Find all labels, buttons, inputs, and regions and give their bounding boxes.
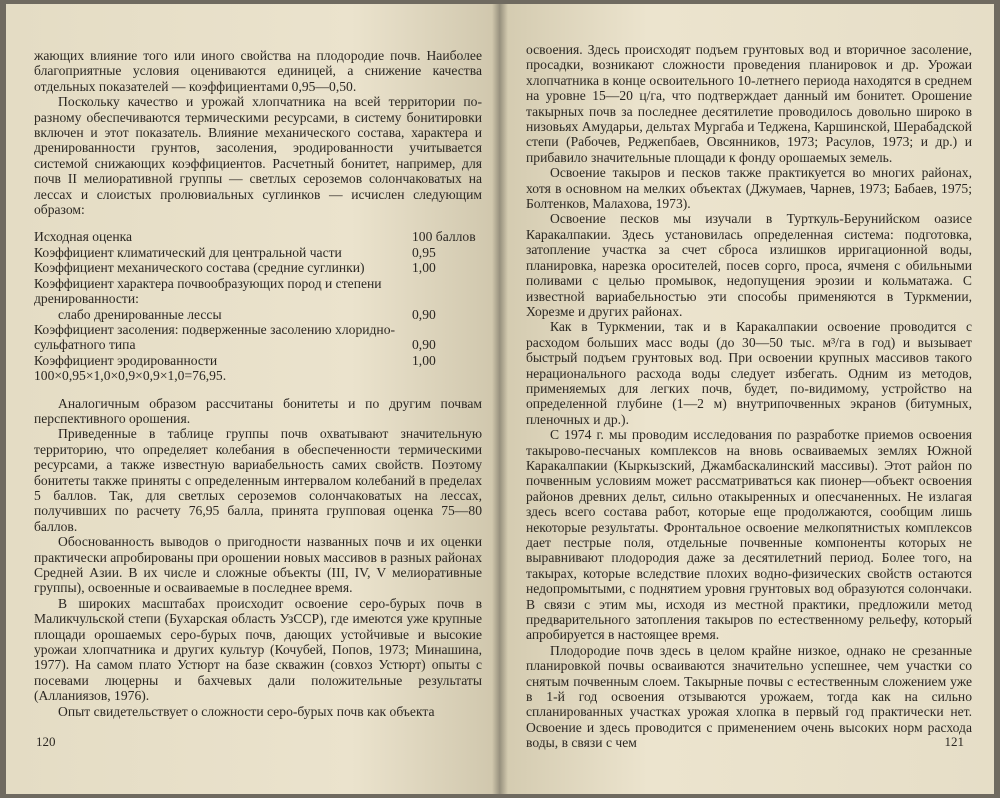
bonitet-calculation <box>34 229 482 383</box>
right-paragraph-6: Плодородие почв здесь в целом крайне низкое, однако не срезанные планировкой почвы осваиваются значительно успешнее, чем участки со снятым почвенным слоем. Такырные почвы с естественным сложением уже в 1-й год освоения отзываются урожаем, тогда как на сильно спланированных участках урожая хлопка в первый год практически нет. Освоение и здесь проводится с применением очень высоких норм расхода воды, в связи с чем <box>526 642 972 751</box>
calc-row: Исходная оценка 100 баллов <box>34 229 476 245</box>
left-page <box>6 4 500 794</box>
calc-row: Коэффициент характера почвообразующих пород и степени дренированности: <box>34 275 382 307</box>
page-number-left: 120 <box>36 734 56 749</box>
right-paragraph-1: освоения. Здесь происходят подъем грунтовых вод и вторичное засоление, просадки, возникают сложности проведения планировок и др. Урожаи хлопчатника в конце освоительного 10-летнего периода находятся в среднем на уровне 15—20 ц/га, что подтверждает данный им бонитет. Орошение такырных почв за последнее десятилетие проводилось довольно широко в низовьях Амударьи, дельтах Мургаба и Теджена, Каршинской, Шерабадской степи (Рабочев, Реджепбаев, Овсянников, 1973; Расулов, 1973; и др.) и прибавило значительные площади к фонду орошаемых земель. <box>526 42 972 165</box>
calc-row: Коэффициент эродированности 1,00 <box>34 352 436 368</box>
calc-formula: 100×0,95×1,0×0,9×0,9×1,0=76,95. <box>34 368 227 384</box>
calc-row: слабо дренированные лессы 0,90 <box>58 306 436 322</box>
right-page <box>500 4 994 794</box>
right-paragraph-2: Освоение такыров и песков также практикуется во многих районах, хотя в основном на мелких объектах (Джумаев, Чарнев, 1973; Бабаев, 1975; Болтенков, Малахова, 1973). <box>526 165 972 212</box>
right-paragraph-4: Как в Туркмении, так и в Каракалпакии освоение проводится с расходом больших масс воды (до 30—50 тыс. м³/га в год) и вызывает быстрый подъем грунтовых вод. При освоении крупных массивов такого нерационального расхода воды следует избегать. Одним из методов, применяемых для легких почв, будет, по-видимому, устройство на определенной глубине (1—2 м) внутрипочвенных экранов (битумных, пленочных и др.). <box>526 319 972 427</box>
page-number-right: 121 <box>944 734 964 749</box>
book-spread <box>6 4 994 794</box>
calc-row: Коэффициент климатический для центральной части 0,95 <box>34 244 436 260</box>
left-paragraph-6: В широких масштабах происходит освоение серо-бурых почв в Маликчульской степи (Бухарская область УзССР), где имеются уже крупные площади орошаемых серо-бурых почв, дающих устойчивые и высокие урожаи хлопчатника и других культур (Кочубей, Попов, 1973; Минашина, 1977). На самом плато Устюрт на базе скважин (совхоз Устюрт) опыты с посевами люцерны и бахчевых дали положительные результаты (Алланиязов, 1976). <box>34 595 482 704</box>
left-paragraph-1: жающих влияние того или иного свойства на плодородие почв. Наиболее благоприятные условия оцениваются единицей, а снижение качества отдельных показателей — коэффициентами 0,95—0,50. <box>34 48 482 94</box>
left-paragraph-5: Обоснованность выводов о пригодности названных почв и их оценки практически апробированы при орошении новых массивов в разных районах Средней Азии. В их числе и сложные объекты (III, IV, V мелиоративные группы), освоенные и осваиваемые в последнее время. <box>34 534 482 596</box>
book-gutter <box>492 4 508 794</box>
left-paragraph-4: Приведенные в таблице группы почв охватывают значительную территорию, что определяет колебания в обеспеченности термическими ресурсами, а также известную вариабельность самих свойств. Поэтому бонитеты также приняты с определенным интервалом колебаний в пределах 5 баллов. Так, для светлых сероземов солончаковатых на лессах, получивших по расчету 76,95 балла, принята групповая оценка 75—80 баллов. <box>34 426 482 534</box>
left-paragraph-3: Аналогичным образом рассчитаны бонитеты и по другим почвам перспективного орошения. <box>34 395 482 426</box>
left-paragraph-2: Поскольку качество и урожай хлопчатника на всей территории по-разному обеспечиваются термическими ресурсами, в систему бонитировки включен и этот показатель. Влияние механического состава, характера и дренированности грунтов, засоления, эродированности учитывается системой снижающих коэффициентов. Расчетный бонитет, например, для почв II мелиоративной группы — светлых сероземов солончаковатых на лессах и слоистых пролювиальных суглинков — исчислен следующим образом: <box>34 94 482 218</box>
calc-row: Коэффициент засоления: подверженные засолению хлоридно-сульфатного типа 0,90 <box>34 321 436 353</box>
right-paragraph-5: С 1974 г. мы проводим исследования по разработке приемов освоения такырово-песчаных комплексов на вновь осваиваемых землях Южной Каракалпакии (Кыркызский, Джамбаскалинский массивы). Этот район по почвенным условиям может рассматриваться как пионер—объект освоения районов древних дельт, сильно отакыренных и опесчаненных. Не излагая здесь всего состава работ, которые еще продолжаются, сообщим лишь некоторые результаты. Фронтальное освоение мелкопятнистых комплексов дает пестрые поля, отдельные почвенные компоненты которых не выравнивают плодородия даже за десятилетний период. Более того, на такырах, которые вследствие плохих водно-физических свойств остаются недопромытыми, с поднятием уровня грунтовых вод образуются солончаки. В связи с этим мы, исходя из местной практики, предложили метод предварительного затопления такыров по естественному рельефу, который апробируется в настоящее время. <box>526 427 972 643</box>
calc-row: Коэффициент механического состава (средние суглинки) 1,00 <box>34 260 436 276</box>
right-paragraph-3: Освоение песков мы изучали в Турткуль-Берунийском оазисе Каракалпакии. Здесь установилась определенная система: подготовка, затопление участка за счет сброса излишков ирригационной воды, планировка, нарезка оросителей, посев сорго, проса, ячменя с обильными поливами с целью промывок, недопущения эрозии и кольматажа. С известной вариабельностью эти способы применяются в Туркмении, Хорезме и других районах. <box>526 211 972 319</box>
left-paragraph-7: Опыт свидетельствует о сложности серо-бурых почв как объекта <box>58 703 435 719</box>
